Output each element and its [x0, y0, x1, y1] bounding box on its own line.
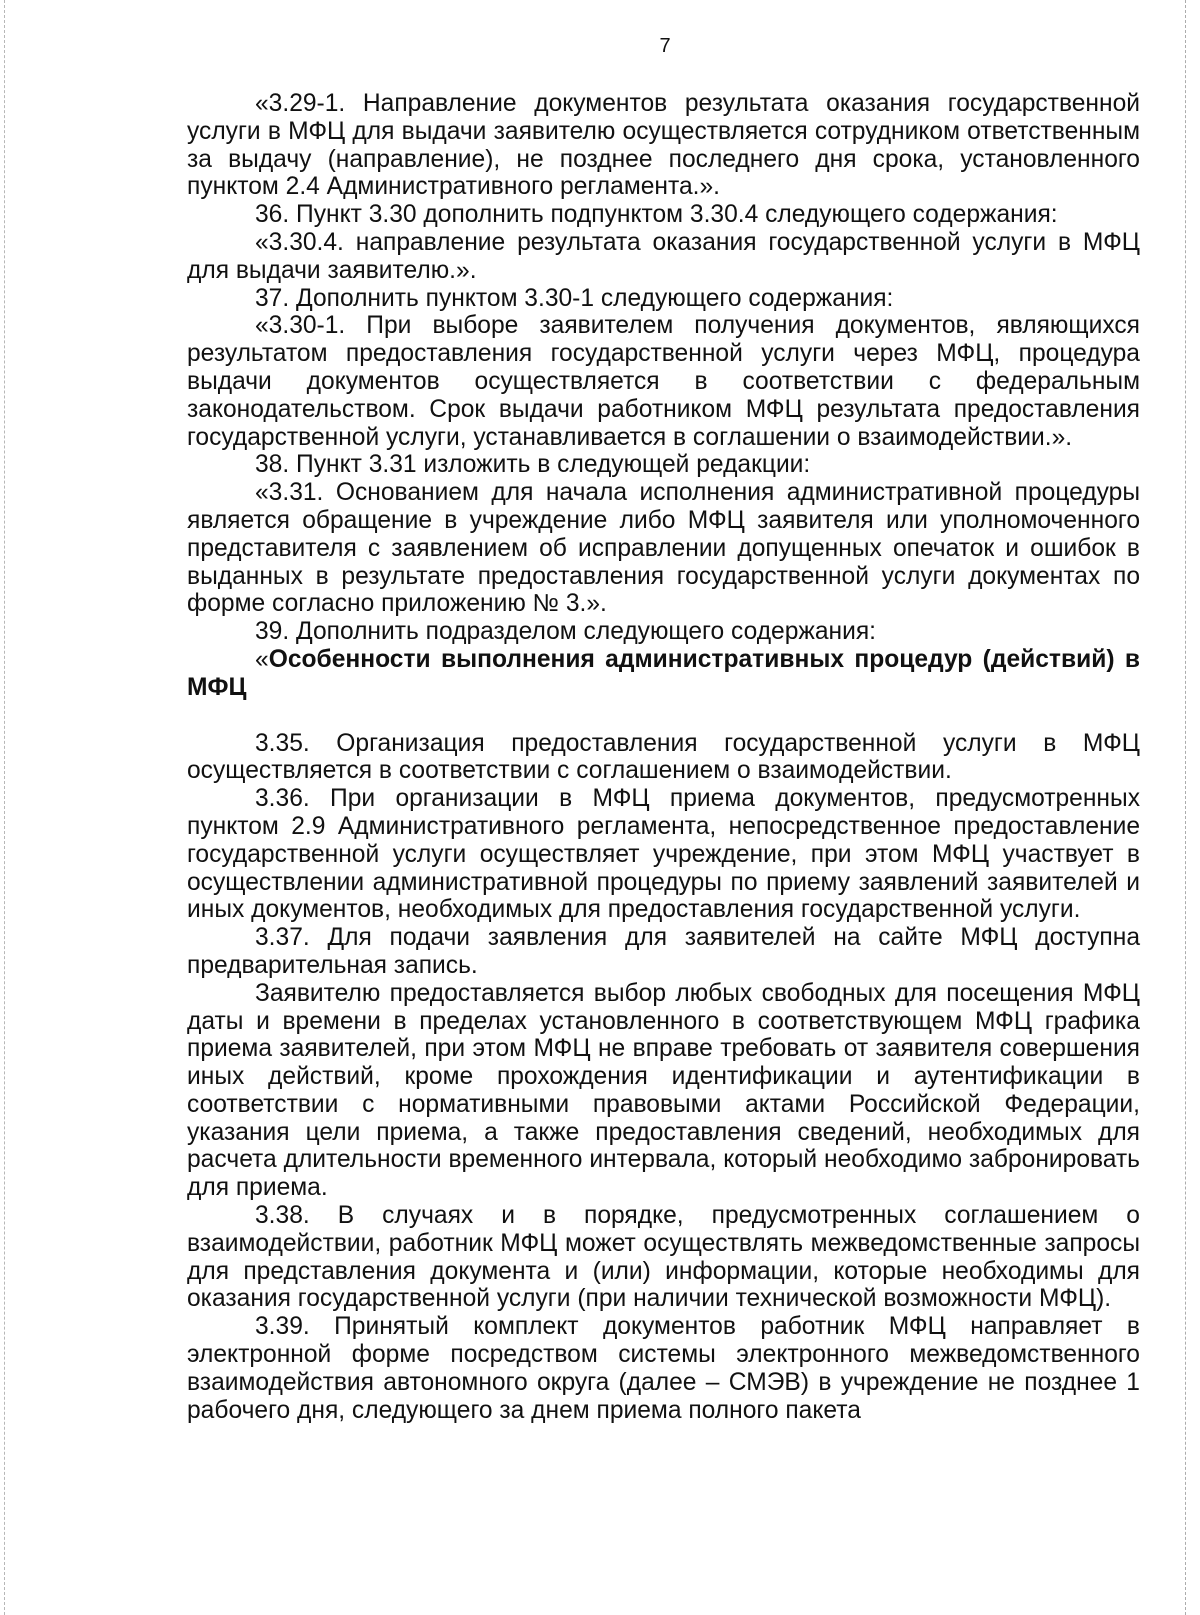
paragraph-3-39: 3.39. Принятый комплект документов работник МФЦ направляет в электронной форме посредством системы электронного межведомственного взаимодействия автономного округа (далее – СМЭВ) в учреждение не позднее 1 рабочего дня, следующего за днем приема полного пакета	[187, 1313, 1140, 1424]
paragraph-3-36: 3.36. При организации в МФЦ приема документов, предусмотренных пунктом 2.9 Административного регламента, непосредственное предоставление государственной услуги осуществляет учреждение, при этом МФЦ участвует в осуществлении административной процедуры по приему заявлений заявителей и иных документов, необходимых для предоставления государственной услуги.	[187, 785, 1140, 924]
paragraph-3-37: 3.37. Для подачи заявления для заявителей на сайте МФЦ доступна предварительная запись.	[187, 924, 1140, 979]
blank-line	[187, 702, 1140, 730]
scan-edge-right	[1185, 0, 1186, 1615]
paragraph-3-29-1: «3.29-1. Направление документов результата оказания государственной услуги в МФЦ для выдачи заявителю осуществляется сотрудником ответственным за выдачу (направление), не позднее последнего дня срока, установленного пунктом 2.4 Административного регламента.».	[187, 90, 1140, 201]
paragraph-3-30-4: «3.30.4. направление результата оказания государственной услуги в МФЦ для выдачи заявителю.».	[187, 228, 1140, 284]
scan-edge-left	[4, 0, 5, 1615]
section-heading	[187, 646, 1140, 702]
heading-quote: «	[255, 645, 269, 673]
paragraph-3-37-continued: Заявителю предоставляется выбор любых свободных для посещения МФЦ даты и времени в пределах установленного в соответствующем МФЦ графика приема заявителей, при этом МФЦ не вправе требовать от заявителя совершения иных действий, кроме прохождения идентификации и аутентификации в соответствии с нормативными правовыми актами Российской Федерации, указания цели приема, а также предоставления сведений, необходимых для расчета длительности временного интервала, который необходимо забронировать для приема.	[187, 979, 1140, 1202]
heading-text: Особенности выполнения административных процедур (действий) в МФЦ	[187, 645, 1140, 701]
paragraph-item-39: 39. Дополнить подразделом следующего содержания:	[255, 618, 877, 646]
paragraph-3-31: «3.31. Основанием для начала исполнения административной процедуры является обращение в учреждение либо МФЦ заявителя или уполномоченного представителя с заявлением об исправлении допущенных опечаток и ошибок в выданных в результате предоставления государственной услуги документах по форме согласно приложению № 3.».	[187, 479, 1140, 618]
document-body	[187, 90, 1140, 1424]
page-number: 7	[659, 35, 671, 57]
paragraph-3-30-1: «3.30-1. При выборе заявителем получения документов, являющихся результатом предоставления государственной услуги через МФЦ, процедура выдачи документов осуществляется в соответствии с федеральным законодательством. Срок выдачи работником МФЦ результата предоставления государственной услуги, устанавливается в соглашении о взаимодействии.».	[187, 312, 1140, 451]
paragraph-item-38: 38. Пункт 3.31 изложить в следующей редакции:	[255, 451, 811, 479]
paragraph-item-36: 36. Пункт 3.30 дополнить подпунктом 3.30.4 следующего содержания:	[255, 201, 1058, 229]
paragraph-3-35: 3.35. Организация предоставления государственной услуги в МФЦ осуществляется в соответствии с соглашением о взаимодействии.	[187, 729, 1140, 785]
paragraph-item-37: 37. Дополнить пунктом 3.30-1 следующего содержания:	[255, 284, 894, 312]
paragraph-3-38: 3.38. В случаях и в порядке, предусмотренных соглашением о взаимодействии, работник МФЦ может осуществлять межведомственные запросы для представления документа и (или) информации, которые необходимы для оказания государственной услуги (при наличии технической возможности МФЦ).	[187, 1202, 1140, 1313]
